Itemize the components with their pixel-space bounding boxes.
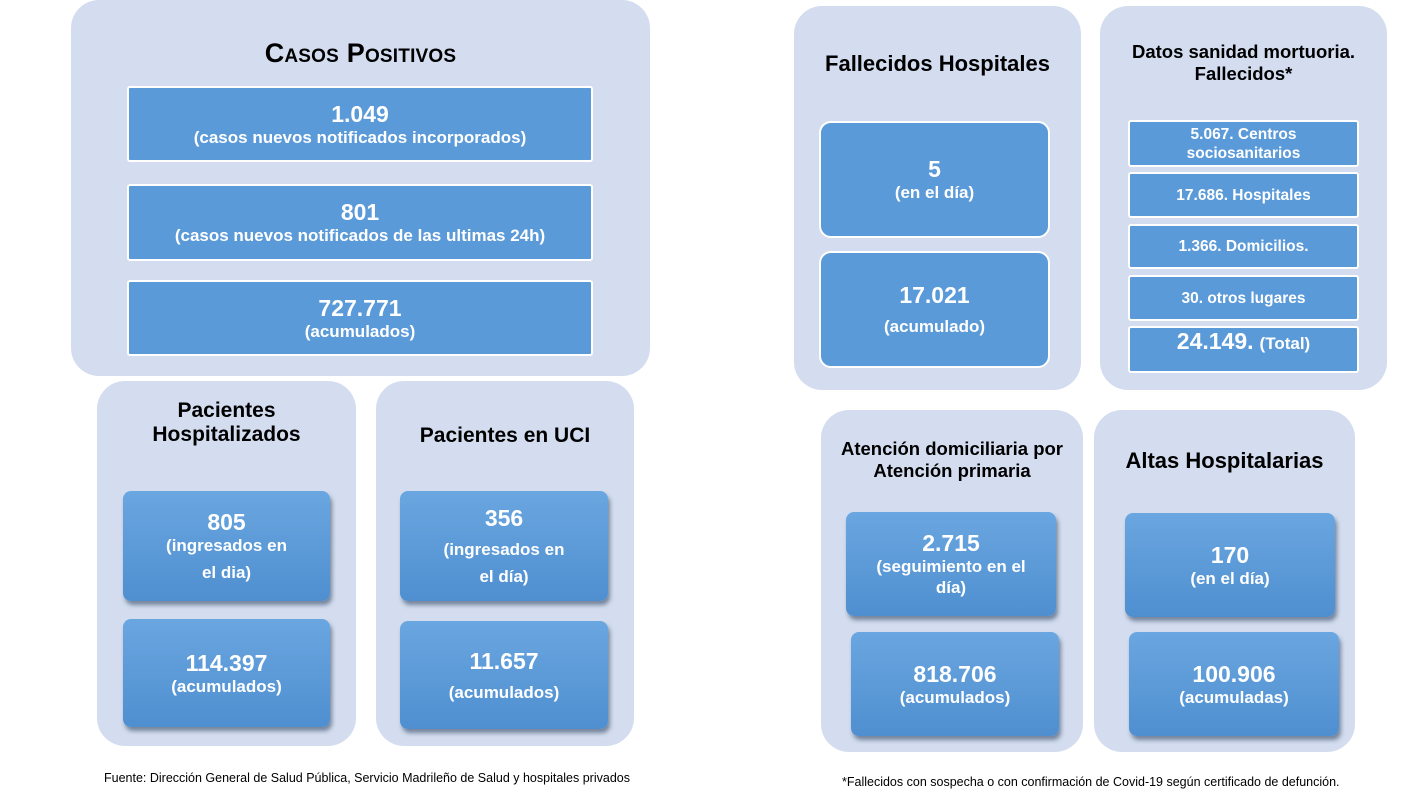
altas-title: Altas Hospitalarias	[1125, 448, 1324, 473]
total-box	[1128, 326, 1359, 373]
altas-dia-box	[1125, 513, 1335, 617]
seguimiento-box	[846, 512, 1056, 616]
fallecidos-dia-value: 5	[928, 156, 941, 182]
uci-panel	[376, 381, 634, 746]
fallecidos-hospitales-title: Fallecidos Hospitales	[825, 51, 1050, 76]
casos-acumulados-label: (acumulados)	[304, 321, 416, 341]
atencion-domiciliaria-title-line2: Atención primaria	[873, 460, 1031, 481]
footer-fuente: Fuente: Dirección General de Salud Pública, Servicio Madrileño de Salud y hospitales privados	[104, 771, 630, 785]
uci-title: Pacientes en UCI	[419, 424, 591, 447]
altas-acumuladas-value: 100.906	[1192, 660, 1276, 687]
casos-nuevos-24h-label: (casos nuevos notificados de las ultimas 24h)	[174, 226, 546, 245]
altas-dia-value: 170	[1210, 541, 1250, 568]
hospitalizados-acumulados-box	[123, 619, 330, 727]
altas-acumuladas-label: (acumuladas)	[1179, 687, 1289, 707]
atencion-acumulados-value: 818.706	[913, 660, 997, 687]
seguimiento-label2: día)	[935, 578, 967, 597]
hospitalizados-title	[97, 399, 356, 447]
atencion-domiciliaria-panel	[821, 410, 1083, 752]
hospitalizados-panel	[97, 381, 356, 746]
hospitales-box	[1128, 172, 1359, 218]
fallecidos-acumulado-label: (acumulado)	[883, 317, 986, 336]
fallecidos-acumulado-box	[819, 251, 1050, 368]
uci-acumulados-label: (acumulados)	[448, 682, 560, 702]
casos-positivos-panel	[71, 0, 650, 376]
hospitalizados-dia-value: 805	[207, 509, 246, 535]
hospitalizados-dia-box	[123, 491, 330, 601]
atencion-domiciliaria-title	[821, 438, 1083, 482]
altas-dia-label: (en el día)	[1190, 568, 1270, 588]
seguimiento-label1: (seguimiento en el	[876, 557, 1026, 576]
fallecidos-acumulado-value: 17.021	[899, 282, 970, 308]
otros-lugares-value: 30. otros lugares	[1181, 289, 1306, 307]
atencion-acumulados-box	[851, 632, 1059, 736]
hospitalizados-title-line2: Hospitalizados	[152, 423, 301, 446]
uci-dia-box	[400, 491, 608, 601]
centros-sociosanitarios-box	[1128, 120, 1359, 167]
uci-acumulados-box	[400, 621, 608, 729]
casos-nuevos-24h-value: 801	[340, 199, 380, 225]
hospitales-value: 17.686. Hospitales	[1176, 186, 1311, 204]
sanidad-mortuoria-title-line1: Datos sanidad mortuoria.	[1131, 41, 1356, 62]
casos-acumulados-value: 727.771	[318, 294, 402, 321]
altas-panel	[1094, 410, 1355, 752]
casos-positivos-title: Casos Positivos	[264, 38, 457, 68]
hospitalizados-acumulados-value: 114.397	[185, 649, 268, 676]
casos-nuevos-incorporados-value: 1.049	[331, 100, 389, 127]
fallecidos-dia-label: (en el día)	[894, 183, 975, 202]
centros-sociosanitarios-line1: 5.067. Centros	[1190, 125, 1297, 143]
uci-dia-value: 356	[484, 505, 524, 531]
hospitalizados-acumulados-label: (acumulados)	[171, 676, 282, 696]
footer-nota: *Fallecidos con sospecha o con confirmación de Covid-19 según certificado de defunción.	[842, 775, 1340, 789]
uci-dia-label2: el día)	[479, 567, 529, 586]
fallecidos-hospitales-panel	[794, 6, 1081, 390]
casos-acumulados-box	[127, 280, 593, 356]
sanidad-mortuoria-title	[1100, 41, 1387, 85]
seguimiento-value: 2.715	[922, 530, 980, 556]
total-label: (Total)	[1259, 334, 1311, 353]
hospitalizados-title-line1: Pacientes	[177, 399, 276, 422]
atencion-domiciliaria-title-line1: Atención domiciliaria por	[840, 438, 1064, 459]
hospitalizados-dia-label2: el dia)	[201, 563, 252, 582]
centros-sociosanitarios-line2: sociosanitarios	[1186, 144, 1301, 162]
casos-nuevos-24h-box	[127, 184, 593, 261]
uci-acumulados-value: 11.657	[469, 647, 539, 674]
sanidad-mortuoria-title-line2: Fallecidos*	[1194, 63, 1293, 84]
fallecidos-dia-box	[819, 121, 1050, 238]
casos-nuevos-incorporados-label: (casos nuevos notificados incorporados)	[193, 127, 527, 147]
sanidad-mortuoria-panel	[1100, 6, 1387, 390]
total-value: 24.149.	[1176, 328, 1254, 354]
domicilios-value: 1.366. Domicilios.	[1178, 238, 1309, 255]
hospitalizados-dia-label1: (ingresados en	[166, 536, 287, 555]
uci-dia-label1: (ingresados en	[443, 540, 565, 559]
atencion-acumulados-label: (acumulados)	[899, 687, 1011, 707]
domicilios-box	[1128, 224, 1359, 269]
casos-nuevos-incorporados-box	[127, 86, 593, 162]
otros-lugares-box	[1128, 275, 1359, 321]
altas-acumuladas-box	[1129, 632, 1339, 736]
